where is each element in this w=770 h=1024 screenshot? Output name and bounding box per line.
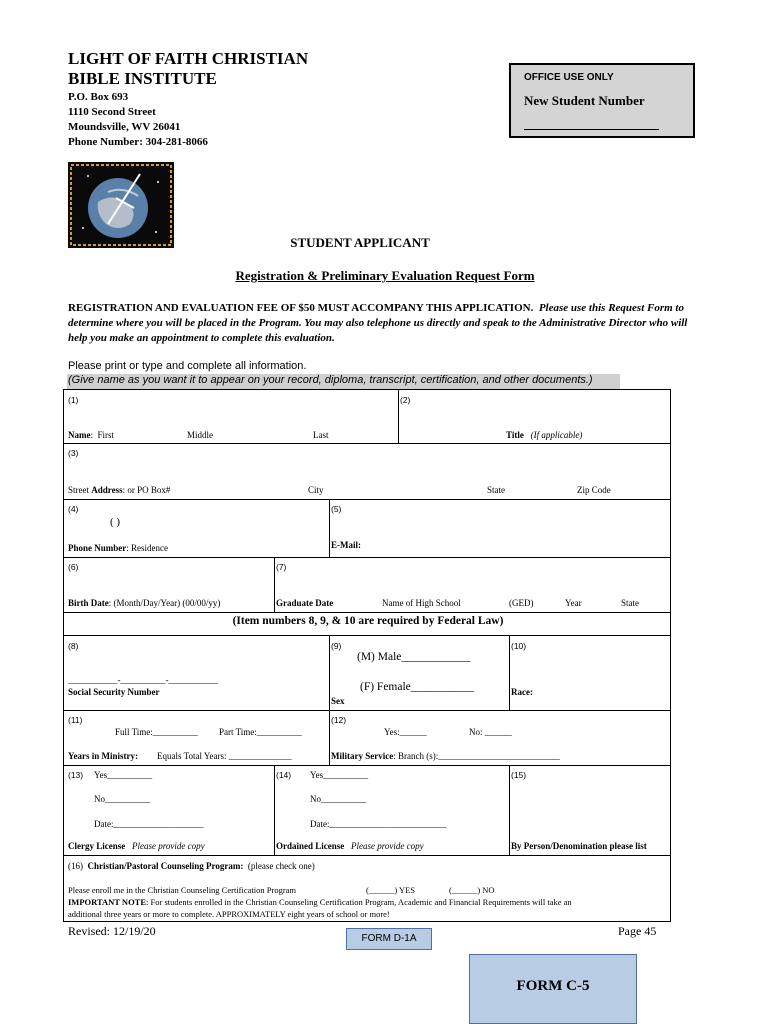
item-14-number: (14)	[276, 770, 292, 780]
state-7-label: State	[621, 598, 639, 608]
clergy-date-field[interactable]: Date:____________________	[94, 819, 204, 829]
print-instruction: Please print or type and complete all information.	[68, 360, 307, 372]
total-years-field[interactable]: Equals Total Years: ______________	[157, 751, 292, 761]
item-1-number: (1)	[68, 395, 79, 405]
item-11-number: (11)	[68, 715, 83, 725]
ordained-date-field[interactable]: Date:__________________________	[310, 819, 447, 829]
student-number-line[interactable]	[524, 129, 659, 130]
part-time-field[interactable]: Part Time:__________	[219, 727, 302, 737]
item-15-number: (15)	[511, 770, 527, 780]
clergy-yes-field[interactable]: Yes__________	[94, 770, 153, 780]
birth-date-field[interactable]: Birth Date: (Month/Day/Year) (00/00/yy)	[68, 598, 221, 608]
name-field[interactable]: Name: First	[68, 430, 115, 440]
last-name-label: Last	[313, 430, 329, 440]
form-title: Registration & Preliminary Evaluation Request Form	[235, 268, 535, 283]
middle-name-label: Middle	[187, 430, 213, 440]
zip-code-label: Zip Code	[577, 485, 611, 495]
military-service-field[interactable]: Military Service: Branch (s):___________________________	[331, 751, 560, 761]
ordained-license-label: Ordained License Please provide copy	[276, 841, 424, 851]
title-field[interactable]: Title (If applicable)	[506, 430, 583, 440]
application-form-table	[63, 389, 671, 922]
ssn-label: Social Security Number	[68, 687, 160, 697]
new-student-number-label: New Student Number	[524, 93, 645, 108]
office-use-box	[509, 63, 695, 138]
federal-law-note: (Item numbers 8, 9, & 10 are required by Federal Law)	[232, 615, 504, 627]
item-3-number: (3)	[68, 448, 79, 458]
clergy-no-field[interactable]: No__________	[94, 794, 150, 804]
military-yes-field[interactable]: Yes:______	[384, 727, 427, 737]
race-field[interactable]: Race:	[511, 687, 533, 697]
item-8-number: (8)	[68, 641, 79, 651]
state-label: State	[487, 485, 505, 495]
city-label: City	[308, 485, 324, 495]
item-10-number: (10)	[511, 641, 527, 651]
page-number: Page 45	[618, 924, 657, 938]
institute-address: P.O. Box 693 1110 Second Street Moundsville, WV 26041 Phone Number: 304-281-8066	[68, 91, 208, 148]
important-note: IMPORTANT NOTE: For students enrolled in the Christian Counseling Certification Program, Academic and Financial Requirements will take an	[68, 897, 572, 907]
fee-instructions: REGISTRATION AND EVALUATION FEE OF $50 MUST ACCOMPANY THIS APPLICATION. Please use this Request Form to determine where you will be placed in the Program. You may also telephone us directly and speak to the Administrative Director who will help you make an appointment to complete this evaluation.	[68, 302, 688, 344]
enroll-yes-option[interactable]: (______) YES	[366, 885, 416, 895]
institute-name: LIGHT OF FAITH CHRISTIAN BIBLE INSTITUTE	[68, 49, 309, 88]
form-d-1a-label: FORM D-1A	[346, 928, 432, 950]
important-note-continued: additional three years or more to complete. APPROXIMATELY eight years of school or more!	[68, 909, 390, 919]
ordained-yes-field[interactable]: Yes__________	[310, 770, 369, 780]
form-c-5-label: FORM C-5	[469, 954, 637, 1024]
graduate-date-field[interactable]: Graduate Date	[276, 598, 334, 608]
enroll-statement: Please enroll me in the Christian Counseling Certification Program	[68, 885, 297, 895]
person-denomination-label[interactable]: By Person/Denomination please list	[511, 841, 647, 851]
item-5-number: (5)	[331, 504, 342, 514]
male-option[interactable]: (M) Male____________	[357, 651, 471, 663]
high-school-label: Name of High School	[382, 598, 461, 608]
name-instruction: (Give name as you want it to appear on your record, diploma, transcript, certification, and other documents.)	[67, 374, 620, 389]
clergy-license-label: Clergy License Please provide copy	[68, 841, 205, 851]
counseling-program-heading: (16) Christian/Pastoral Counseling Program: (please check one)	[68, 861, 315, 871]
female-option[interactable]: (F) Female___________	[360, 681, 475, 693]
ssn-input-line[interactable]: ___________-__________-___________	[68, 675, 218, 685]
year-label: Year	[565, 598, 582, 608]
full-time-field[interactable]: Full Time:__________	[115, 727, 198, 737]
item-6-number: (6)	[68, 562, 79, 572]
office-use-label: OFFICE USE ONLY	[524, 72, 614, 83]
years-in-ministry-label: Years in Ministry:	[68, 751, 138, 761]
email-field[interactable]: E-Mail:	[331, 540, 361, 550]
revised-date: Revised: 12/19/20	[68, 924, 156, 938]
item-2-number: (2)	[400, 395, 411, 405]
enroll-no-option[interactable]: (______) NO	[449, 885, 495, 895]
item-4-number: (4)	[68, 504, 79, 514]
military-no-field[interactable]: No: ______	[469, 727, 512, 737]
sex-label: Sex	[331, 696, 345, 706]
street-address-field[interactable]: Street Address: or PO Box#	[68, 485, 171, 495]
item-7-number: (7)	[276, 562, 287, 572]
student-applicant-heading: STUDENT APPLICANT	[290, 235, 430, 250]
ordained-no-field[interactable]: No__________	[310, 794, 366, 804]
phone-number-field[interactable]: Phone Number: Residence	[68, 543, 168, 553]
ged-label: (GED)	[509, 598, 534, 608]
item-9-number: (9)	[331, 641, 342, 651]
item-13-number: (13)	[68, 770, 84, 780]
item-12-number: (12)	[331, 715, 347, 725]
phone-area-code[interactable]: ( )	[110, 516, 121, 528]
